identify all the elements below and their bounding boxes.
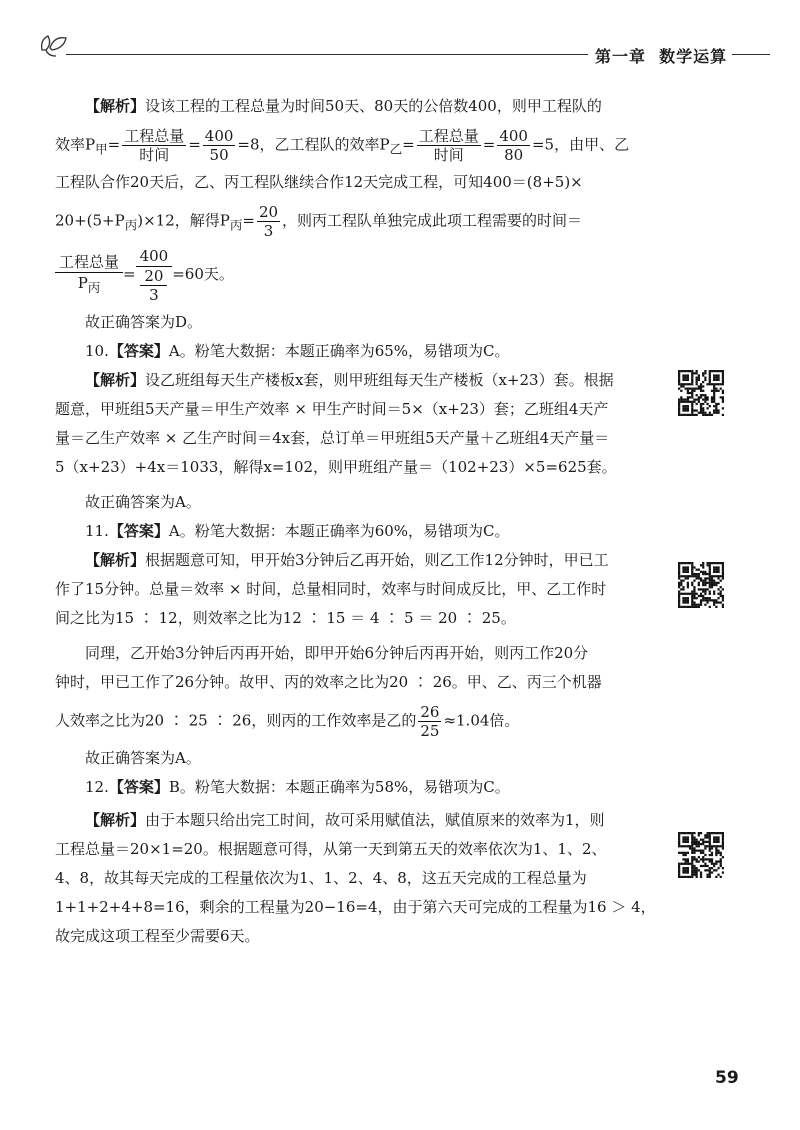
qr-code-q11[interactable] [678, 562, 724, 608]
text: = [123, 265, 136, 283]
q10-analysis-line2: 题意，甲班组5天产量＝甲生产效率 × 甲生产时间＝5×（x+23）套；乙班组4天产 [55, 400, 609, 418]
subscript: 丙 [124, 217, 138, 233]
text: )×12，解得P [137, 211, 230, 230]
chapter-title [595, 44, 727, 67]
numerator: 20 [258, 203, 279, 221]
header-rule-right [732, 54, 770, 55]
q11-analysis-line5: 钟时，甲已工作了26分钟。故甲、丙的效率之比为20 ∶ 26。甲、乙、丙三个机器 [55, 673, 602, 691]
numerator: 20 [140, 267, 167, 286]
denominator: 3 [263, 222, 274, 240]
text: = [402, 135, 415, 154]
q10-analysis-line4: 5（x+23）+4x＝1033，解得x=102，则甲班组产量＝（102+23）×5=625套。 [55, 458, 617, 476]
sprout-icon [36, 30, 76, 60]
fraction [122, 127, 186, 164]
q9-analysis-line1 [55, 92, 667, 121]
denominator: 时间 [433, 146, 464, 164]
q9-analysis-line4 [55, 203, 667, 240]
numerator: 400 [499, 127, 528, 145]
text: = [242, 211, 255, 230]
fraction [497, 127, 530, 164]
page-content [55, 92, 667, 951]
analysis-tag: 【解析】 [85, 371, 146, 389]
chapter-number: 第一章 [595, 47, 647, 66]
chapter-name: 数学运算 [659, 47, 728, 66]
subscript: 甲 [95, 141, 108, 157]
text: =8，乙工程队的效率P [237, 135, 390, 154]
text: ≈1.04倍。 [443, 711, 520, 730]
q12-analysis-line3: 4、8，故其每天完成的工程量依次为1、1、2、4、8，这五天完成的工程总量为 [55, 869, 587, 887]
numerator: 26 [420, 703, 440, 721]
answer-tag: 【答案】 [108, 522, 169, 540]
q11-answer [55, 517, 667, 546]
page-number: 59 [715, 1068, 739, 1088]
denominator [55, 273, 123, 298]
q10-analysis-line3: 量＝乙生产效率 × 乙生产时间＝4x套，总订单＝甲班组5天产量＋乙班组4天产量＝ [55, 429, 610, 447]
numerator: 400 [204, 127, 234, 145]
fraction [417, 127, 481, 164]
qr-code-q12[interactable] [678, 832, 724, 878]
q11-conclusion: 故正确答案为A。 [85, 749, 201, 767]
q9-analysis-line3: 工程队合作20天后，乙、丙工程队继续合作12天完成工程，可知400＝(8+5)× [55, 173, 583, 191]
text: B。粉笔大数据：本题正确率为58%，易错项为C。 [168, 778, 510, 796]
q11-analysis-line2: 作了15分钟。总量＝效率 × 时间，总量相同时，效率与时间成反比，甲、乙工作时 [55, 580, 607, 598]
text: 由于本题只给出完工时间，故可采用赋值法，赋值原来的效率为1，则 [145, 811, 605, 829]
text: =60天。 [172, 265, 234, 283]
q9-analysis-line5 [55, 246, 667, 304]
text: = [188, 135, 201, 154]
q12-analysis-line4: 1+1+2+4+8=16，剩余的工程量为20−16=4，由于第六天可完成的工程量为16 ＞ 4， [55, 898, 656, 916]
subscript: 丙 [229, 217, 243, 233]
text: 设该工程的工程总量为时间50天、80天的公倍数400，则甲工程队的 [145, 97, 602, 115]
subscript: 丙 [87, 280, 101, 295]
question-number: 12. [85, 778, 109, 796]
numerator: 400 [136, 246, 173, 267]
q12-analysis-line5: 故完成这项工程至少需要6天。 [55, 927, 260, 945]
denominator: 50 [209, 146, 229, 164]
q12-answer [55, 773, 667, 802]
answer-tag: 【答案】 [108, 342, 169, 360]
q10-analysis-line1 [55, 366, 667, 395]
text: 设乙班组每天生产楼板x套，则甲班组每天生产楼板（x+23）套。根据 [145, 371, 614, 389]
q11-analysis-line4: 同理，乙开始3分钟后丙再开始，即甲开始6分钟后丙再开始，则丙工作20分 [85, 644, 589, 662]
denominator: 25 [420, 722, 440, 740]
question-number: 10. [85, 342, 109, 360]
q12-analysis-line2: 工程总量＝20×1=20。根据题意可得，从第一天到第五天的效率依次为1、1、2、 [55, 840, 607, 858]
analysis-tag: 【解析】 [85, 811, 146, 829]
fraction [203, 127, 236, 164]
complex-fraction [136, 246, 173, 304]
numerator: 工程总量 [418, 127, 479, 145]
q10-conclusion: 故正确答案为A。 [85, 493, 201, 511]
text: 根据题意可知，甲开始3分钟后乙再开始，则乙工作12分钟时，甲已工 [145, 551, 609, 569]
numerator: 工程总量 [124, 127, 185, 145]
qr-code-q10[interactable] [678, 370, 724, 416]
q9-analysis-line2 [55, 127, 667, 164]
q12-analysis-line1 [55, 806, 667, 835]
denominator: 3 [149, 286, 159, 304]
text: A。粉笔大数据：本题正确率为65%，易错项为C。 [168, 342, 510, 360]
text: 效率P [55, 135, 96, 154]
q11-analysis-line6 [55, 703, 667, 740]
inner-fraction [140, 267, 167, 304]
denominator: 时间 [139, 146, 170, 164]
q11-analysis-line1 [55, 546, 667, 575]
text: A。粉笔大数据：本题正确率为60%，易错项为C。 [168, 522, 510, 540]
denominator [136, 267, 173, 304]
header-rule-left [66, 54, 588, 55]
subscript: 乙 [389, 141, 403, 157]
question-number: 11. [85, 522, 109, 540]
q10-answer [55, 337, 667, 366]
analysis-tag: 【解析】 [85, 551, 146, 569]
numerator: 工程总量 [55, 252, 123, 273]
text: 人效率之比为20 ∶ 25 ∶ 26，则丙的工作效率是乙的 [55, 711, 417, 730]
q11-analysis-line3: 间之比为15 ∶ 12，则效率之比为12 ∶ 15 ＝ 4 ∶ 5 ＝ 20 ∶ 25。 [55, 609, 516, 627]
fraction [55, 252, 123, 298]
text: =5，由甲、乙 [531, 135, 630, 154]
text: = [482, 135, 496, 154]
analysis-tag: 【解析】 [85, 97, 146, 115]
denominator: 80 [504, 146, 524, 164]
q9-conclusion: 故正确答案为D。 [85, 313, 203, 331]
fraction [257, 203, 280, 240]
text: P [77, 274, 88, 292]
fraction [418, 703, 441, 740]
answer-tag: 【答案】 [108, 778, 169, 796]
text: 20+(5+P [55, 211, 125, 230]
text: = [107, 135, 121, 154]
page-header [30, 28, 770, 68]
text: ，则丙工程队单独完成此项工程需要的时间＝ [282, 211, 583, 230]
